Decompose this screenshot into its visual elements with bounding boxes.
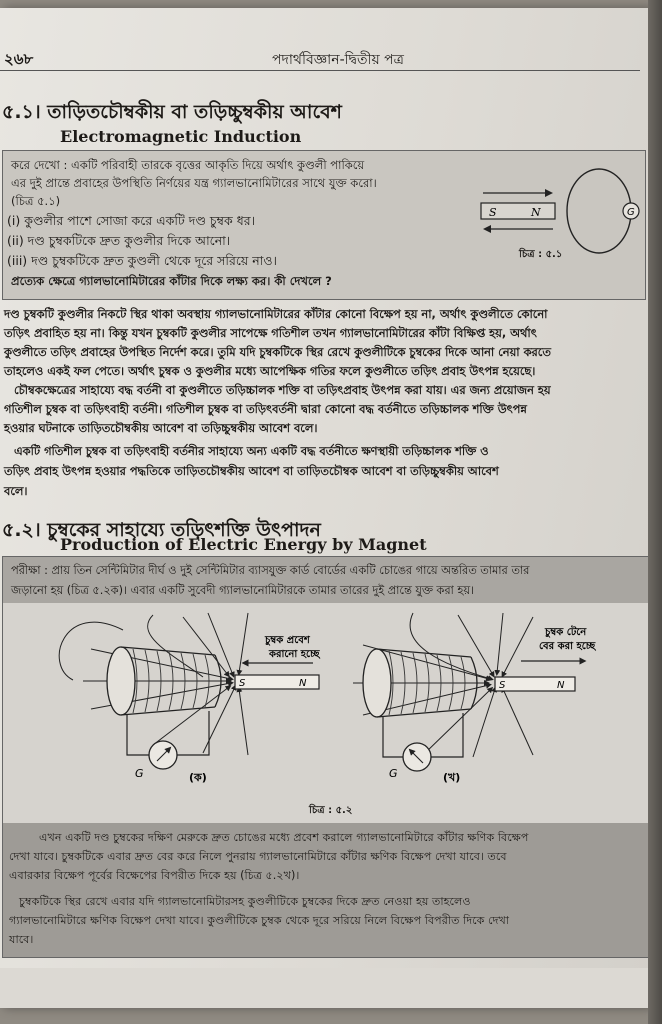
arrow-head-right: [545, 189, 553, 197]
galvanometer-label: G: [135, 767, 144, 780]
magnet-n-pole: N: [531, 206, 541, 219]
textbook-page: [0, 8, 650, 1008]
figure-5-2: [3, 605, 650, 805]
galvanometer-label: G: [627, 207, 635, 218]
arrow-head-left: [483, 225, 491, 233]
section-5-1-title: ৫.১। তাড়িতচৌম্বকীয় বা তড়িচ্চুম্বকীয় আবেশ: [2, 101, 342, 123]
figure-caption: চিত্র : ৫.২: [309, 805, 353, 816]
pole-n-label: N: [557, 680, 565, 691]
observe-prompt: প্রত্যেক ক্ষেত্রে গ্যালভানোমিটারের কাঁটার দিকে লক্ষ্য কর। কী দেখলে ?: [11, 274, 332, 288]
paragraph-1: [4, 305, 646, 381]
page-bottom-margin: [0, 968, 650, 1008]
section-5-1-subtitle: Electromagnetic Induction: [60, 127, 302, 146]
conclusion-band: [3, 823, 650, 957]
conclusion-line: চুম্বকটিকে স্থির রেখে এবার যদি গ্যালভানোমিটারসহ কুণ্ডলীটিকে চুম্বকের দিকে দ্রুত নেওয়া হয় তাহলেও: [19, 895, 471, 908]
coil-loop: [567, 169, 631, 253]
panel-b-label: (খ): [443, 771, 461, 784]
figure-panel-a: [59, 613, 321, 784]
paragraph-2: [4, 381, 646, 438]
conclusion-line: এবারকার বিক্ষেপ পূর্বের বিক্ষেপের বিপরীত দিকে হয় (চিত্র ৫.২খ)।: [9, 869, 300, 882]
section-5-2-subtitle: Production of Electric Energy by Magnet: [60, 535, 427, 554]
pole-s-label: S: [239, 678, 246, 689]
paragraph-line: কুণ্ডলীতে তড়িৎ প্রবাহের উপস্থিত নির্দেশ করে। তুমি যদি চুম্বকটিকে স্থির রেখে কুণ্ডলীটিকে চুম্বকের দিকে আনা নেয়া করতে: [4, 345, 551, 359]
activity-box: [2, 150, 646, 300]
panel-a-label: (ক): [189, 771, 207, 784]
step-item: (ii) দণ্ড চুম্বকটিকে দ্রুত কুণ্ডলীর দিকে আনো।: [7, 233, 231, 248]
conclusion-line: এখন একটি দণ্ড চুম্বকের দক্ষিণ মেরুকে দ্রুত চোঙের মধ্যে প্রবেশ করালে গ্যালভানোমিটারে কাঁটার ক্ষণিক বিক্ষেপ: [39, 831, 529, 844]
magnet-s-pole: S: [489, 206, 497, 219]
paragraph-line: চৌম্বকক্ষেত্রের সাহায্যে বদ্ধ বর্তনী বা কুণ্ডলীতে তড়িচ্চালক শক্তি বা তড়িৎপ্রবাহ উৎপন্ন করা যায়। এর জন্য প্রয়োজন হয়: [14, 383, 551, 397]
experiment-line: পরীক্ষা : প্রায় তিন সেন্টিমিটার দীর্ঘ ও দুই সেন্টিমিটার ব্যাসযুক্ত কার্ড বোর্ডের একটি চোঙের গায়ে অন্তরিত তামার তার: [11, 564, 530, 577]
activity-line: করে দেখো : একটি পরিবাহী তারকে বৃত্তের আকৃতি দিয়ে অর্থাৎ কুণ্ডলী পাকিয়ে: [11, 158, 365, 172]
pole-n-label: N: [299, 678, 307, 689]
label-magnet-withdrawing-2: বের করা হচ্ছে: [539, 641, 596, 652]
paragraph-line: একটি গতিশীল চুম্বক বা তড়িৎবাহী বর্তনীর সাহায্যে অন্য একটি বদ্ধ বর্তনীতে ক্ষণস্থায়ী তড়িচ্চালক শক্তি ও: [14, 444, 489, 458]
page-number: ২৬৮: [4, 50, 34, 68]
step-item: (i) কুণ্ডলীর পাশে সোজা করে একটি দণ্ড চুম্বক ধর।: [7, 213, 256, 228]
paragraph-3: [4, 441, 646, 501]
header-rule: [0, 70, 640, 71]
activity-line: এর দুই প্রান্তে প্রবাহের উপস্থিতি নির্ণয়ের যন্ত্র গ্যালভানোমিটারের সাথে যুক্ত করো।: [11, 176, 377, 190]
paragraph-line: গতিশীল চুম্বক বা তড়িৎবাহী বর্তনী। গতিশীল চুম্বক বা তড়িৎবর্তনী দ্বারা কোনো বদ্ধ বর্তনীতে তড়িচ্চালক শক্তি উৎপন্ন: [4, 402, 527, 416]
paragraph-line: হওয়ার ঘটনাকে তাড়িতচৌম্বকীয় আবেশ বা তড়িচ্চুম্বকীয় আবেশ বলে।: [4, 421, 318, 435]
conclusion-line: যাবে।: [9, 933, 34, 946]
paragraph-line: তড়িৎ প্রবাহ উৎপন্ন হওয়ার পদ্ধতিকে তাড়িতচৌম্বকীয় আবেশ বা তাড়িতচৌম্বক আবেশ বা তড়িচ্চুম্বকীয় আবেশ: [4, 464, 499, 478]
galvanometer-label: G: [389, 767, 398, 780]
pole-s-label: S: [499, 680, 506, 691]
figure-panel-b: [353, 613, 597, 784]
experiment-line: জড়ানো হয় (চিত্র ৫.২ক)। এবার একটি সুবেদী গ্যালভানোমিটারকে তামার তারের দুই প্রান্তে যুক্ত করা হয়।: [11, 584, 475, 597]
page-header: [0, 44, 650, 68]
conclusion-line: দেখা যাবে। চুম্বকটিকে এবার দ্রুত বের করে নিলে পুনরায় গ্যালভানোমিটারে কাঁটার ক্ষণিক বিক্ষেপ দেখা যাবে। তবে: [9, 850, 507, 863]
activity-line: (চিত্র ৫.১): [11, 194, 61, 208]
experiment-header-band: [3, 557, 650, 603]
section-5-2-title: ৫.২। চুম্বকের সাহায্যে তড়িৎশক্তি উৎপাদন: [2, 519, 321, 541]
paragraph-line: বলে।: [4, 484, 28, 498]
figure-caption: চিত্র : ৫.১: [519, 249, 563, 260]
paragraph-line: তাহলেও একই ফল পেতে। অর্থাৎ চুম্বক ও কুণ্ডলীর মধ্যে আপেক্ষিক গতির ফলে কুণ্ডলীতে তড়িৎ প্রবাহ উৎপন্ন হয়েছে।: [4, 364, 536, 378]
conclusion-line: গ্যালভানোমিটারে ক্ষণিক বিক্ষেপ দেখা যাবে। কুণ্ডলীটিকে চুম্বক থেকে দূরে সরিয়ে নিলে বিক্ষেপ বিপরীত দিকে দেখা: [9, 914, 510, 927]
paragraph-line: তড়িৎ প্রবাহিত হয় না। কিন্তু যখন চুম্বকটি কুণ্ডলীর সাপেক্ষে গতিশীল তখন গ্যালভানোমিটারের কাঁটা বিক্ষিপ্ত হয়, অর্থাৎ: [4, 326, 537, 340]
running-title: পদার্থবিজ্ঞান-দ্বিতীয় পত্র: [272, 52, 404, 68]
book-spine-edge: [648, 0, 662, 1024]
paragraph-line: দণ্ড চুম্বকটি কুণ্ডলীর নিকটে স্থির থাকা অবস্থায় গ্যালভানোমিটারের কাঁটার কোনো বিক্ষেপ হয় না, অর্থাৎ কুণ্ডলীতে কোনো: [4, 307, 548, 321]
label-magnet-entering-2: করানো হচ্ছে: [269, 649, 320, 660]
experiment-box: [2, 556, 650, 958]
label-magnet-withdrawing-1: চুম্বক টেনে: [545, 627, 587, 638]
bar-magnet: [481, 203, 555, 219]
label-magnet-entering-1: চুম্বক প্রবেশ: [265, 635, 310, 646]
step-item: (iii) দণ্ড চুম্বকটিকে দ্রুত কুণ্ডলী থেকে দূরে সরিয়ে নাও।: [7, 253, 277, 268]
